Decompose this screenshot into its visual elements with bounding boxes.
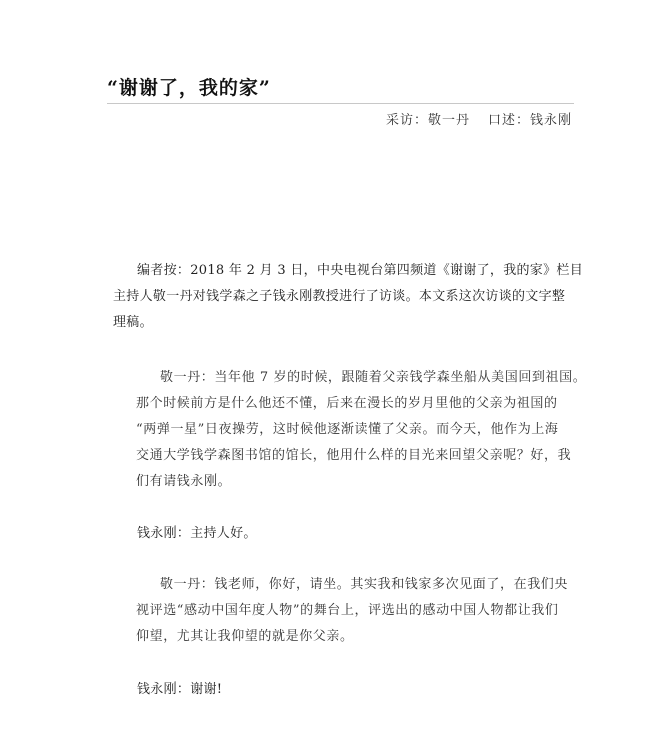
editor-note-line: 编者按：2018 年 2 月 3 日，中央电视台第四频道《谢谢了，我的家》栏目: [137, 263, 583, 278]
title-divider: [107, 103, 574, 104]
guest-reply-2: [137, 678, 577, 697]
dialogue-line: 视评选“感动中国年度人物”的舞台上，评选出的感动中国人物都让我们: [136, 603, 559, 618]
dialogue-line: 交通大学钱学森图书馆的馆长，他用什么样的目光来回望父亲呢？好，我: [136, 448, 572, 463]
credits-line: [386, 109, 572, 128]
dialogue-line: 钱永刚：谢谢!: [137, 682, 223, 697]
dialogue-line: 敬一丹：当年他 7 岁的时候，跟随着父亲钱学森坐船从美国回到祖国。: [160, 370, 587, 385]
dialogue-line: 们有请钱永刚。: [136, 474, 232, 489]
dialogue-line: “两弹一星”日夜操劳，这时候他逐渐读懂了父亲。而今天，他作为上海: [136, 422, 559, 437]
editor-note: [113, 258, 583, 336]
article-title: “谢谢了，我的家”: [107, 77, 271, 99]
editor-note-line: 理稿。: [113, 315, 153, 330]
dialogue-line: 敬一丹：钱老师，你好，请坐。其实我和钱家多次见面了，在我们央: [160, 577, 569, 592]
dialogue-line: 仰望，尤其让我仰望的就是你父亲。: [136, 629, 354, 644]
host-paragraph-2: [136, 572, 580, 650]
editor-note-line: 主持人敬一丹对钱学森之子钱永刚教授进行了访谈。本文系这次访谈的文字整: [113, 289, 566, 304]
interviewer-credit: 采访：敬一丹: [385, 113, 470, 128]
host-paragraph-1: [136, 365, 587, 495]
dialogue-line: 钱永刚：主持人好。: [137, 526, 257, 541]
guest-reply-1: [137, 522, 577, 541]
dialogue-line: 那个时候前方是什么他还不懂，后来在漫长的岁月里他的父亲为祖国的: [136, 396, 558, 411]
narrator-credit: 口述：钱永刚: [487, 113, 572, 128]
